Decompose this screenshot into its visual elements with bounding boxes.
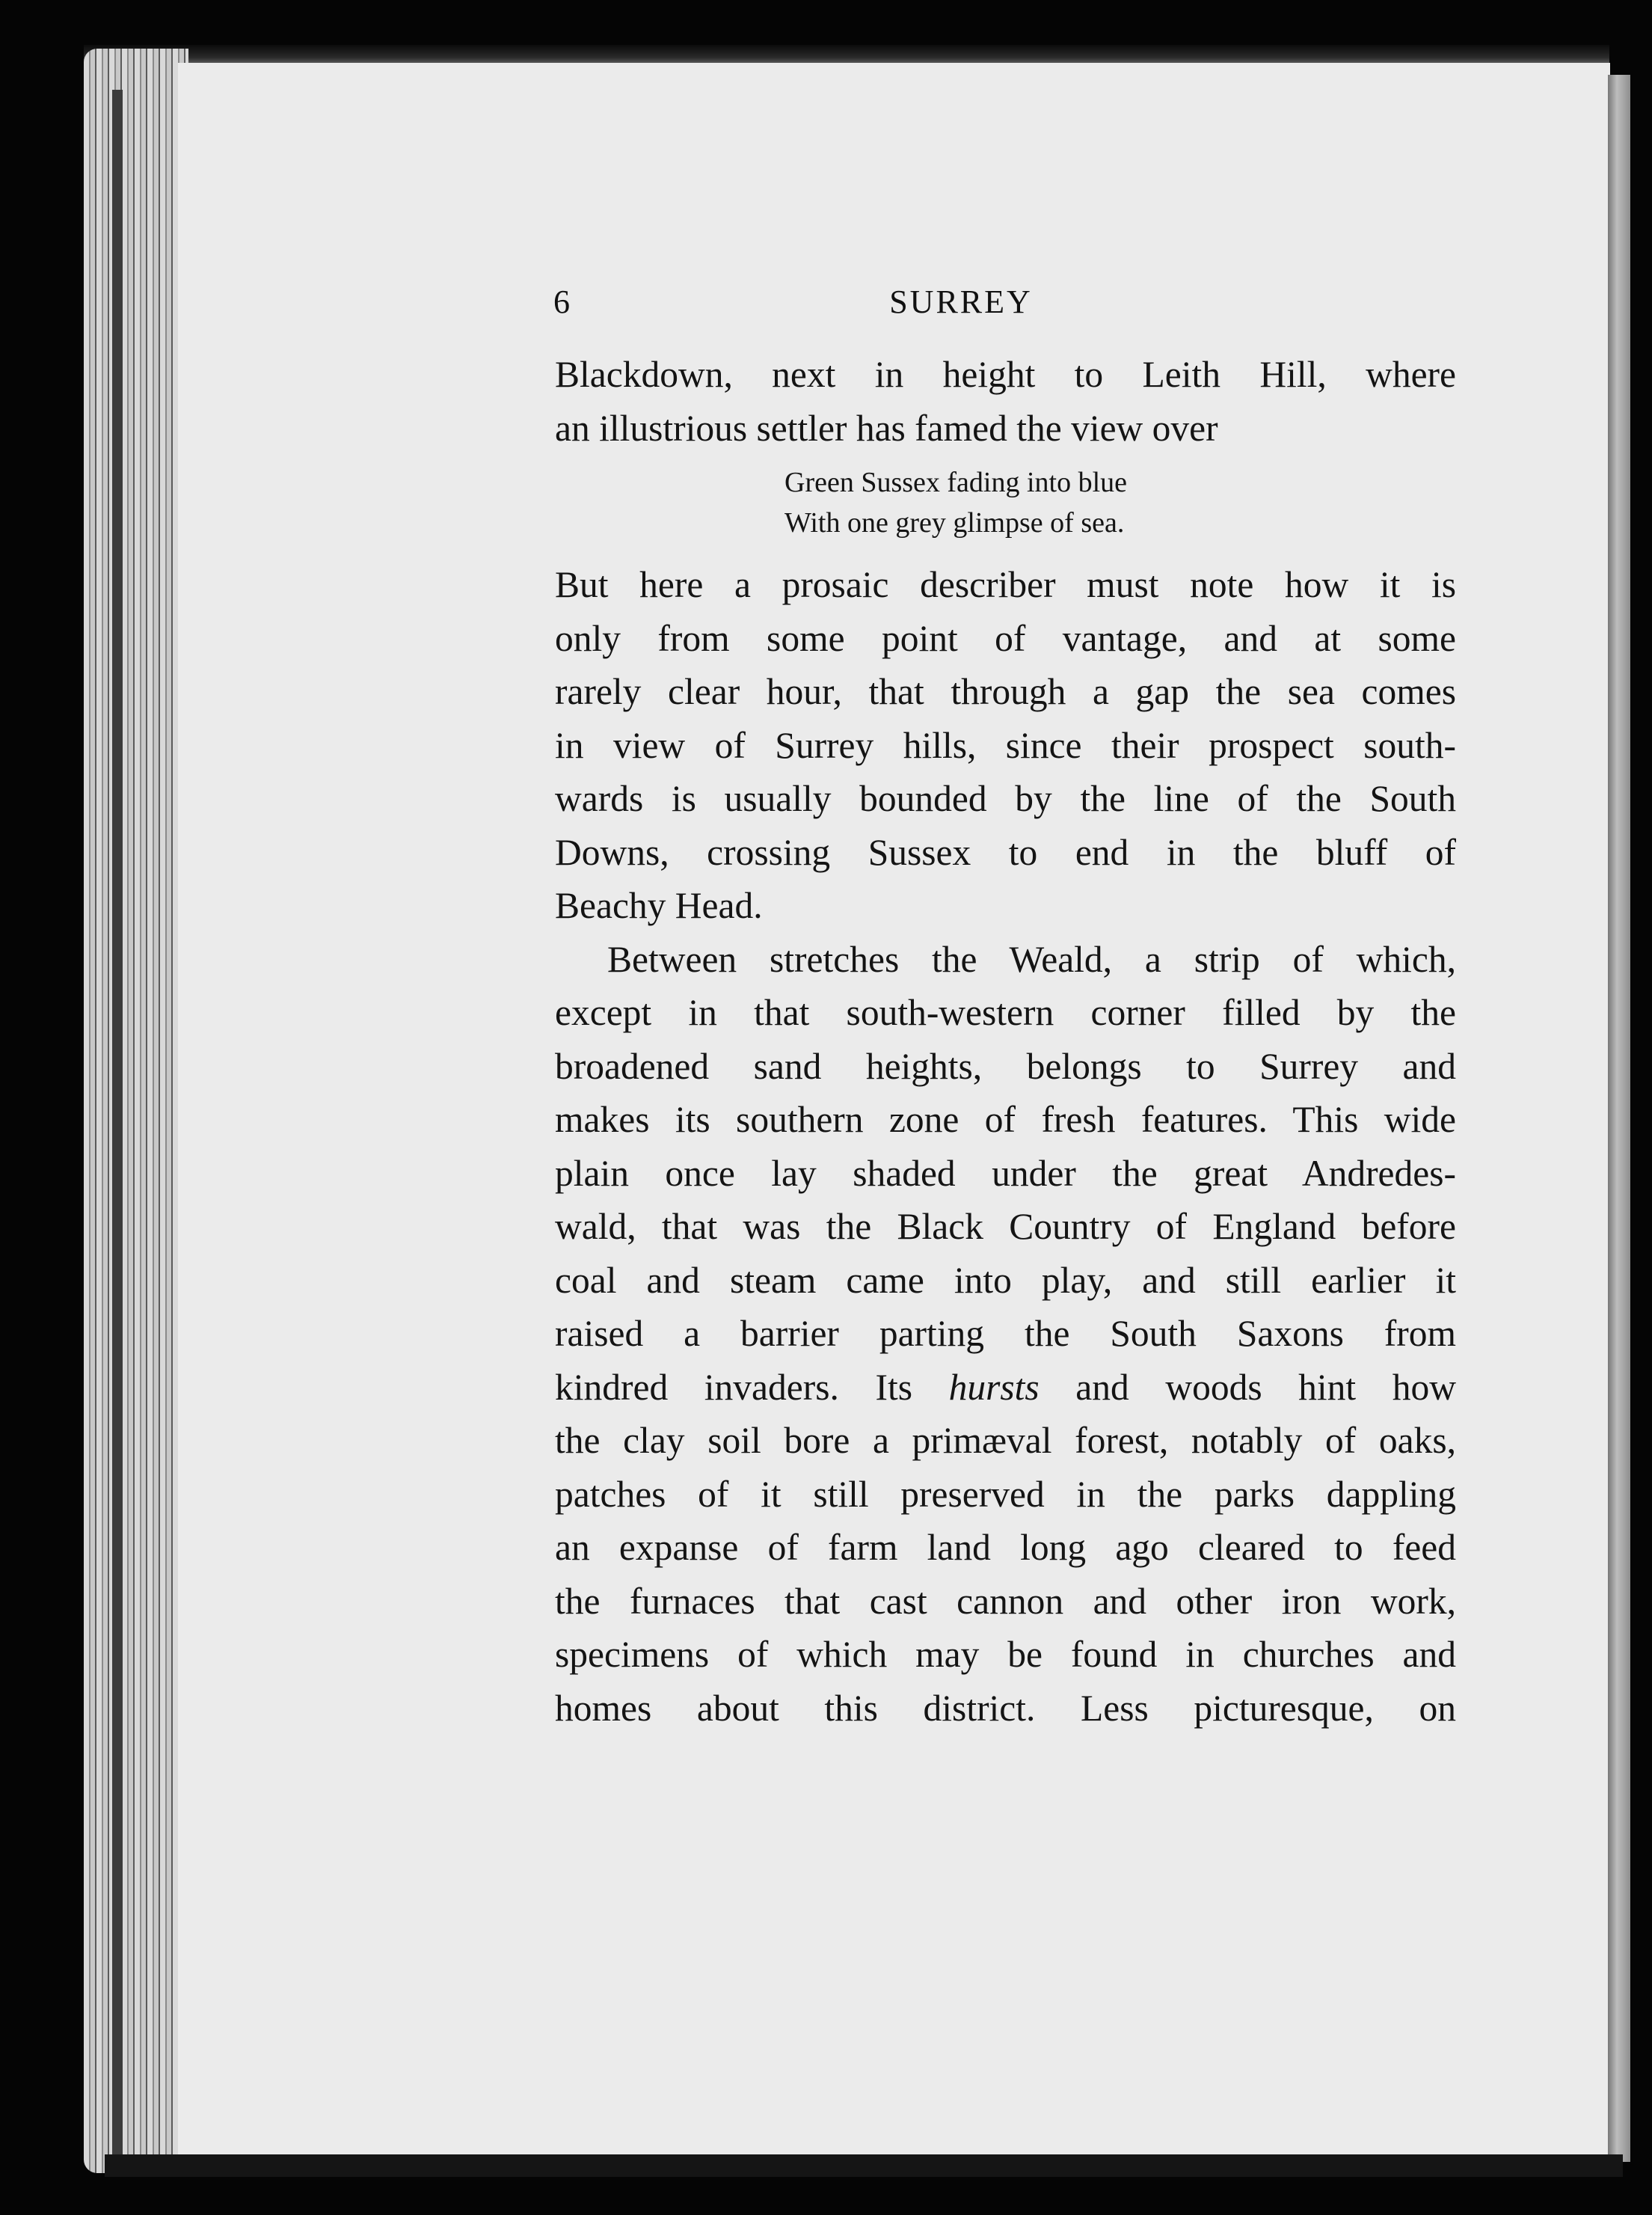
text-segment: kindred invaders. Its (555, 1366, 912, 1408)
text-line: Blackdown, next in height to Leith Hill, where (555, 354, 1456, 395)
text-line: patches of it still preserved in the parks dappling (555, 1473, 1456, 1515)
text-line: Between stretches the Weald, a strip of which, (607, 938, 1456, 980)
verse-line: With one grey glimpse of sea. (784, 507, 1125, 539)
text-line: Downs, crossing Sussex to end in the bluff of (555, 831, 1456, 873)
paragraph (555, 558, 1456, 933)
running-head (553, 283, 1458, 328)
text-line: raised a barrier parting the South Saxons from (555, 1313, 1456, 1354)
text-line: specimens of which may be found in churches and (555, 1634, 1456, 1675)
text-line: the furnaces that cast cannon and other iron work, (555, 1580, 1456, 1622)
text-line (555, 1361, 1456, 1415)
paragraph (555, 933, 1456, 1735)
book-edge-shadow (112, 90, 123, 2154)
text-line: an expanse of farm land long ago cleared to feed (555, 1527, 1456, 1568)
text-line: rarely clear hour, that through a gap the sea comes (555, 671, 1456, 712)
text-line: only from some point of vantage, and at some (555, 617, 1456, 659)
book-right-edge (1608, 75, 1630, 2162)
italic-word: hursts (948, 1366, 1040, 1408)
running-title: SURREY (889, 284, 1033, 320)
text-line: plain once lay shaded under the great Andredes- (555, 1152, 1456, 1194)
page-bottom-shadow (105, 2154, 1623, 2177)
text-line: an illustrious settler has famed the view over (555, 407, 1218, 449)
page-number: 6 (553, 284, 570, 320)
text-segment: and woods hint how (1075, 1366, 1457, 1408)
text-line: wald, that was the Black Country of England before (555, 1206, 1456, 1247)
text-line: the clay soil bore a primæval forest, notably of oaks, (555, 1420, 1456, 1461)
text-line: homes about this district. Less picturesque, on (555, 1687, 1456, 1729)
text-line: except in that south-western corner filled by the (555, 992, 1456, 1033)
text-line: wards is usually bounded by the line of the South (555, 778, 1456, 819)
book-page-edges (84, 49, 188, 2173)
text-line: Beachy Head. (555, 885, 763, 926)
verse-line: Green Sussex fading into blue (784, 467, 1128, 498)
text-line: coal and steam came into play, and still earlier it (555, 1259, 1456, 1301)
text-line: in view of Surrey hills, since their prospect south- (555, 724, 1456, 766)
text-line: makes its southern zone of fresh features. This wide (555, 1099, 1456, 1140)
body-text (555, 348, 1456, 1735)
text-line: But here a prosaic describer must note how it is (555, 564, 1456, 605)
text-line: broadened sand heights, belongs to Surrey and (555, 1045, 1456, 1087)
verse-quotation (784, 462, 1456, 543)
paragraph (555, 348, 1456, 455)
